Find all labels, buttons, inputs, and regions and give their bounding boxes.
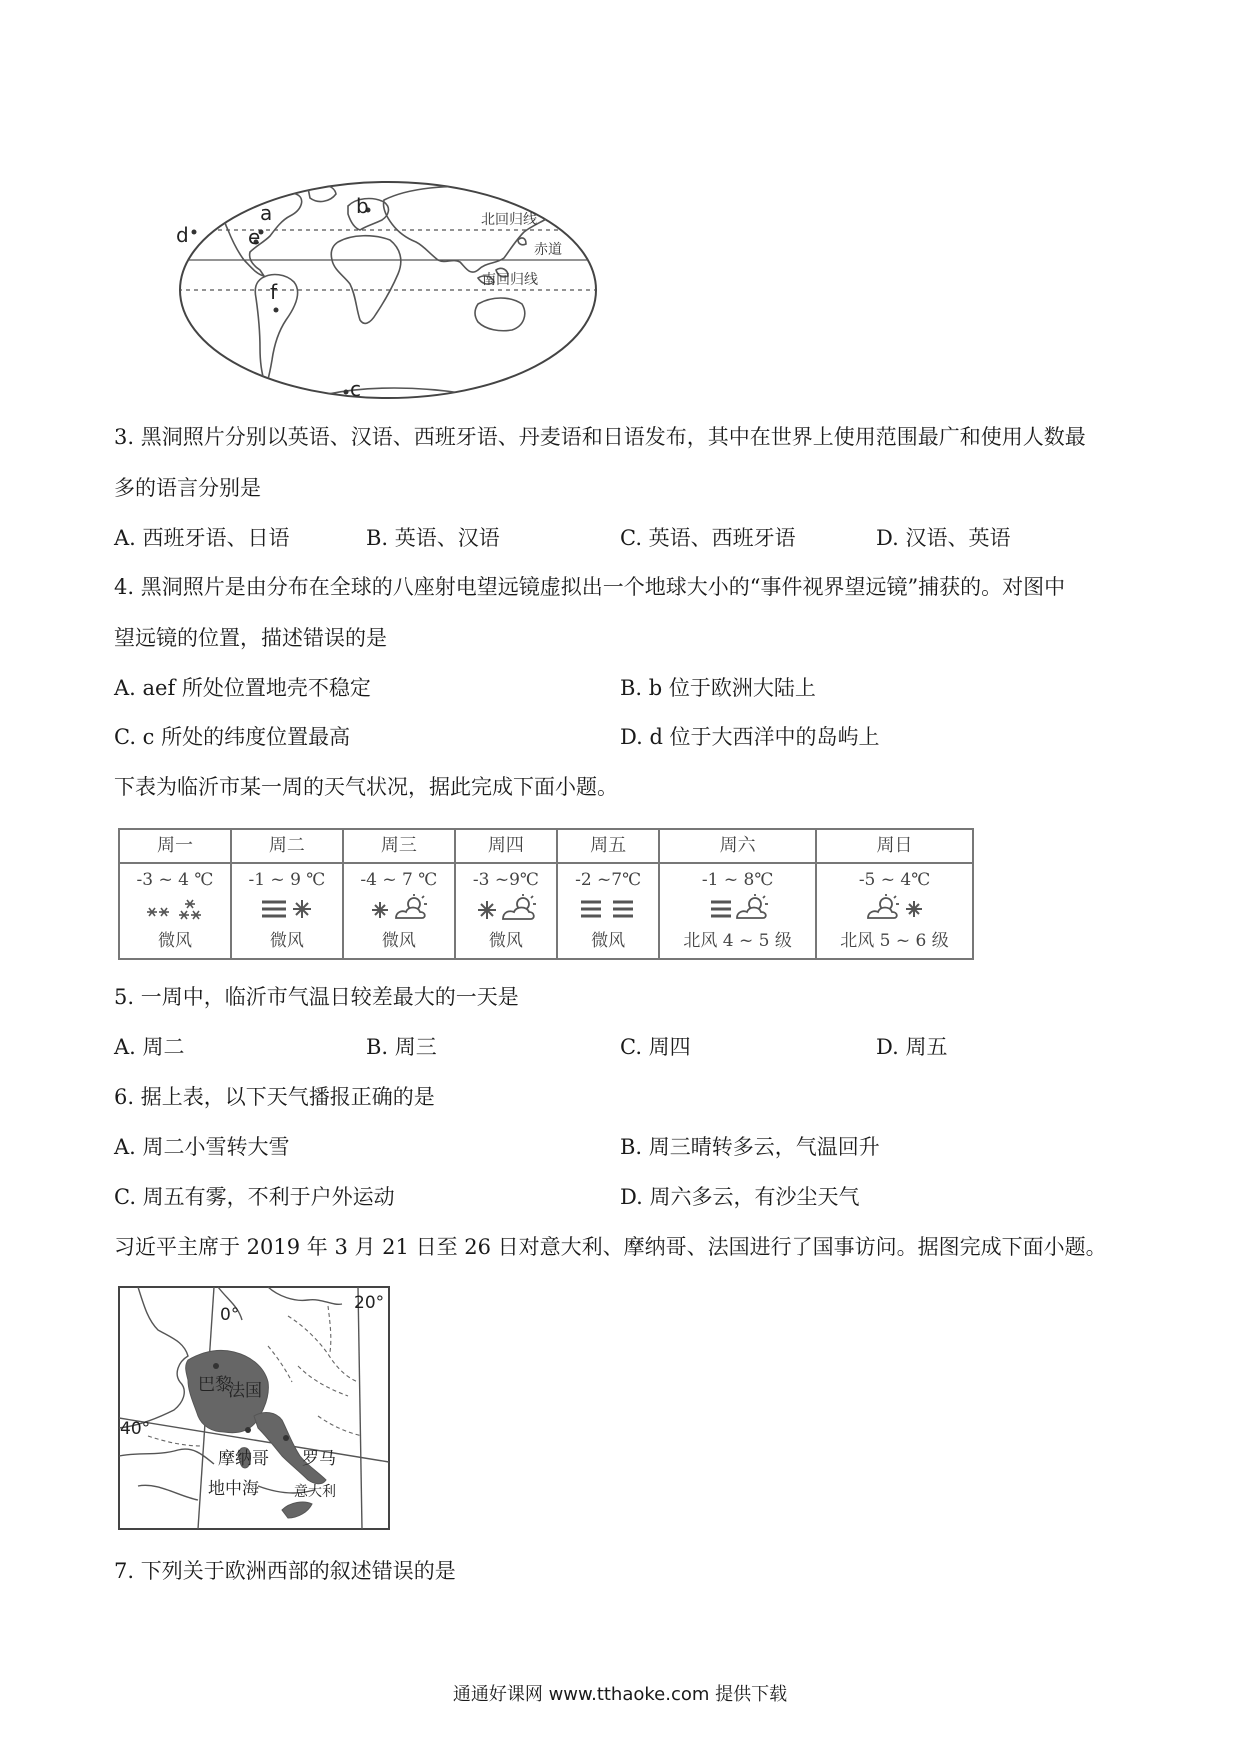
day-header: 周六 [659,829,816,863]
partly-cloudy-icon [396,894,427,918]
weather-intro: 下表为临沂市某一周的天气状况，据此完成下面小题。 [114,775,618,799]
fog-icon [711,902,731,916]
day-header: 周日 [816,829,973,863]
q5-option-c: C. 周四 [620,1035,691,1059]
day-header: 周一 [119,829,231,863]
fog-icon [581,902,601,916]
q5-option-d: D. 周五 [876,1035,948,1059]
q5-stem: 5. 一周中，临沂市气温日较差最大的一天是 [114,985,519,1009]
q4-option-b: B. b 位于欧洲大陆上 [620,676,816,700]
wind-text: 北风 5 ~ 6 级 [840,931,949,951]
temp-range: -4 ~ 7 ℃ [360,870,438,890]
q6-option-a: A. 周二小雪转大雪 [114,1135,290,1159]
q3-stem-line1: 3. 黑洞照片分别以英语、汉语、西班牙语、丹麦语和日语发布，其中在世界上使用范围最广和使用人数最 [114,425,1086,449]
weather-cell [455,863,557,959]
day-header: 周二 [231,829,343,863]
partly-cloudy-icon [503,894,536,919]
q6-option-b: B. 周三晴转多云，气温回升 [620,1135,880,1159]
world-map [178,180,598,405]
paris-label: 巴黎 [198,1375,232,1395]
rome-label: 罗马 [302,1449,336,1469]
label-d: d [176,223,189,247]
visit-intro: 习近平主席于 2019 年 3 月 21 日至 26 日对意大利、摩纳哥、法国进行了国事访问。据图完成下面小题。 [114,1235,1107,1259]
day-header: 周三 [343,829,455,863]
equator-label: 赤道 [534,242,562,258]
temp-range: -5 ~ 4℃ [858,870,931,890]
label-a: a [260,201,273,225]
temp-range: -3 ~9℃ [472,870,539,890]
light-snow-icon [147,908,169,916]
partly-cloudy-icon [737,894,768,918]
monaco-label: 摩纳哥 [218,1449,269,1469]
temp-range: -1 ~ 8℃ [701,870,774,890]
europe-map [118,1286,390,1530]
snow-icon [478,901,496,919]
wind-text: 微风 [488,931,523,951]
page-footer: 通通好课网 www.tthaoke.com 提供下载 [452,1684,788,1705]
snow-icon [372,902,388,918]
q3-option-d: D. 汉语、英语 [876,526,1011,550]
temp-range: -2 ~7℃ [575,870,642,890]
q6-option-d: D. 周六多云，有沙尘天气 [620,1185,860,1209]
weather-icons [660,894,815,924]
weather-body-row [119,863,973,959]
weather-cell [231,863,343,959]
weather-icons [456,894,556,924]
weather-icons [817,894,972,924]
label-b: b [356,194,369,218]
lat40-label: 40° [120,1419,151,1439]
weather-cell [816,863,973,959]
q3-option-a: A. 西班牙语、日语 [114,526,290,550]
weather-table [118,828,974,960]
snow-icon [906,901,922,917]
weather-icons [232,894,342,924]
wind-text: 微风 [157,931,192,951]
fog-icon [262,902,286,916]
q6-stem: 6. 据上表，以下天气播报正确的是 [114,1085,435,1109]
wind-text: 北风 4 ~ 5 级 [683,931,792,951]
q3-stem-line2: 多的语言分别是 [114,476,261,500]
weather-cell [119,863,231,959]
snow-icon [293,900,311,918]
partly-cloudy-icon [868,894,899,918]
q7-stem: 7. 下列关于欧洲西部的叙述错误的是 [114,1559,456,1583]
weather-header-row [119,829,973,863]
fog-icon [613,902,633,916]
q3-option-c: C. 英语、西班牙语 [620,526,796,550]
weather-icons [558,894,658,924]
tropic-south-label: 南回归线 [482,272,538,288]
weather-cell [343,863,455,959]
label-f: f [270,280,278,304]
day-header: 周五 [557,829,659,863]
q4-stem-line2: 望远镜的位置，描述错误的是 [114,626,387,650]
q3-option-b: B. 英语、汉语 [366,526,500,550]
tropic-north-label: 北回归线 [481,212,537,228]
label-e: e [248,225,261,249]
weather-icons [120,894,230,924]
italy-label: 意大利 [294,1484,336,1500]
day-header: 周四 [455,829,557,863]
lon0-label: 0° [220,1305,240,1325]
q4-option-c: C. c 所处的纬度位置最高 [114,725,351,749]
q4-option-d: D. d 位于大西洋中的岛屿上 [620,725,880,749]
heavy-snow-icon [179,900,201,919]
wind-text: 微风 [591,931,626,951]
wind-text: 微风 [381,931,416,951]
weather-icons [344,894,454,924]
temp-range: -3 ~ 4 ℃ [136,870,214,890]
weather-cell [557,863,659,959]
wind-text: 微风 [269,931,304,951]
q6-option-c: C. 周五有雾，不利于户外运动 [114,1185,395,1209]
weather-cell [659,863,816,959]
temp-range: -1 ~ 9 ℃ [248,870,326,890]
lon20-label: 20° [354,1293,385,1313]
label-c: c [350,377,361,401]
q4-stem-line1: 4. 黑洞照片是由分布在全球的八座射电望远镜虚拟出一个地球大小的“事件视界望远镜”捕获的。对图中 [114,575,1066,599]
france-label: 法国 [228,1381,262,1401]
med-label: 地中海 [208,1479,259,1499]
q4-option-a: A. aef 所处位置地壳不稳定 [114,676,371,700]
q5-option-b: B. 周三 [366,1035,437,1059]
q5-option-a: A. 周二 [114,1035,185,1059]
